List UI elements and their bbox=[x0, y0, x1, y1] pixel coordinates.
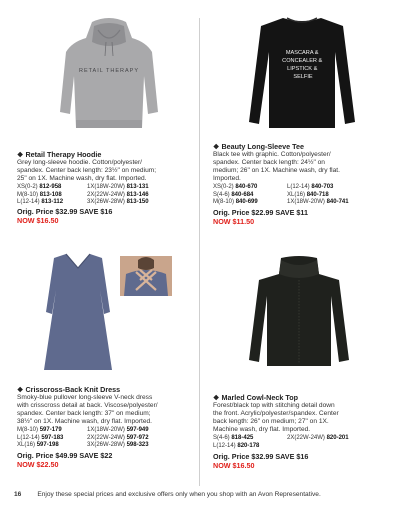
tee-image bbox=[247, 12, 357, 130]
size-table: M(8-10) 597-179 1X(18W-20W) 597-949 L(12-14) 597-183 2X(22W-24W) 597-972 XL(16) 597-198 3X(26W-28W) 598-323 bbox=[17, 427, 149, 449]
original-price: Orig. Price $49.99 SAVE $22 bbox=[17, 451, 113, 460]
sale-price: NOW $11.50 bbox=[213, 217, 255, 226]
dress-image bbox=[38, 250, 118, 374]
hoodie-image bbox=[54, 16, 164, 134]
product-title: ❖ Crisscross-Back Knit Dress bbox=[17, 385, 121, 394]
product-title: ❖ Beauty Long-Sleeve Tee bbox=[213, 142, 304, 151]
sale-price: NOW $16.50 bbox=[17, 216, 59, 225]
original-price: Orig. Price $22.99 SAVE $11 bbox=[213, 208, 308, 217]
tee-graphic-line: SELFIE bbox=[293, 74, 313, 80]
original-price: Orig. Price $32.99 SAVE $16 bbox=[213, 452, 309, 461]
product-description: Forest/black top with stitching detail down the front. Acrylic/polyester/spandex. Center back length: 26" on medium; 27" on 1X. Machine wash, dry flat. Imported. bbox=[213, 402, 339, 434]
hoodie-graphic-text: RETAIL THERAPY bbox=[78, 68, 140, 74]
page-footer bbox=[14, 491, 321, 498]
product-title: ❖ Marled Cowl-Neck Top bbox=[213, 393, 298, 402]
column-divider bbox=[199, 18, 200, 486]
size-table: S(4-6) 818-425 2X(22W-24W) 820-201 L(12-14) 820-178 bbox=[213, 435, 349, 449]
tee-graphic-line: LIPSTICK & bbox=[287, 66, 318, 72]
original-price: Orig. Price $32.99 SAVE $16 bbox=[17, 207, 113, 216]
product-title: ❖ Retail Therapy Hoodie bbox=[17, 150, 102, 159]
size-table: XS(0-2) 812-958 1X(18W-20W) 813-131 M(8-10) 813-108 2X(22W-24W) 813-146 L(12-14) 813-112 3X(26W-28W) 813-150 bbox=[17, 184, 149, 206]
footer-text: Enjoy these special prices and exclusive offers only when you shop with an Avon Representative. bbox=[37, 491, 321, 498]
sale-price: NOW $16.50 bbox=[213, 461, 255, 470]
product-description: Smoky-blue pullover long-sleeve V-neck dress with crisscross detail at back. Viscose/polyester/ spandex. Center back length: 37" on medium; 38½" on 1X. Machine wash, dry flat. Imported. bbox=[17, 394, 158, 426]
product-description: Black tee with graphic. Cotton/polyester/ spandex. Center back length: 24½" on medium; 26" on 1X. Machine wash, dry flat. Imported. bbox=[213, 151, 340, 183]
cowl-top-image bbox=[247, 256, 351, 368]
sale-price: NOW $22.50 bbox=[17, 460, 59, 469]
size-table: XS(0-2) 840-670 L(12-14) 840-703 S(4-6) 840-684 XL(16) 840-718 M(8-10) 840-699 1X(18W-20W) 840-741 bbox=[213, 184, 349, 206]
product-description: Grey long-sleeve hoodie. Cotton/polyester/ spandex. Center back length: 23½" on medium; 25" on 1X. Machine wash, dry flat. Imported. bbox=[17, 159, 157, 183]
tee-graphic-line: CONCEALER & bbox=[282, 58, 323, 64]
tee-graphic-line: MASCARA & bbox=[285, 50, 319, 56]
page-number: 16 bbox=[14, 491, 22, 498]
dress-back-detail-image bbox=[120, 256, 172, 296]
